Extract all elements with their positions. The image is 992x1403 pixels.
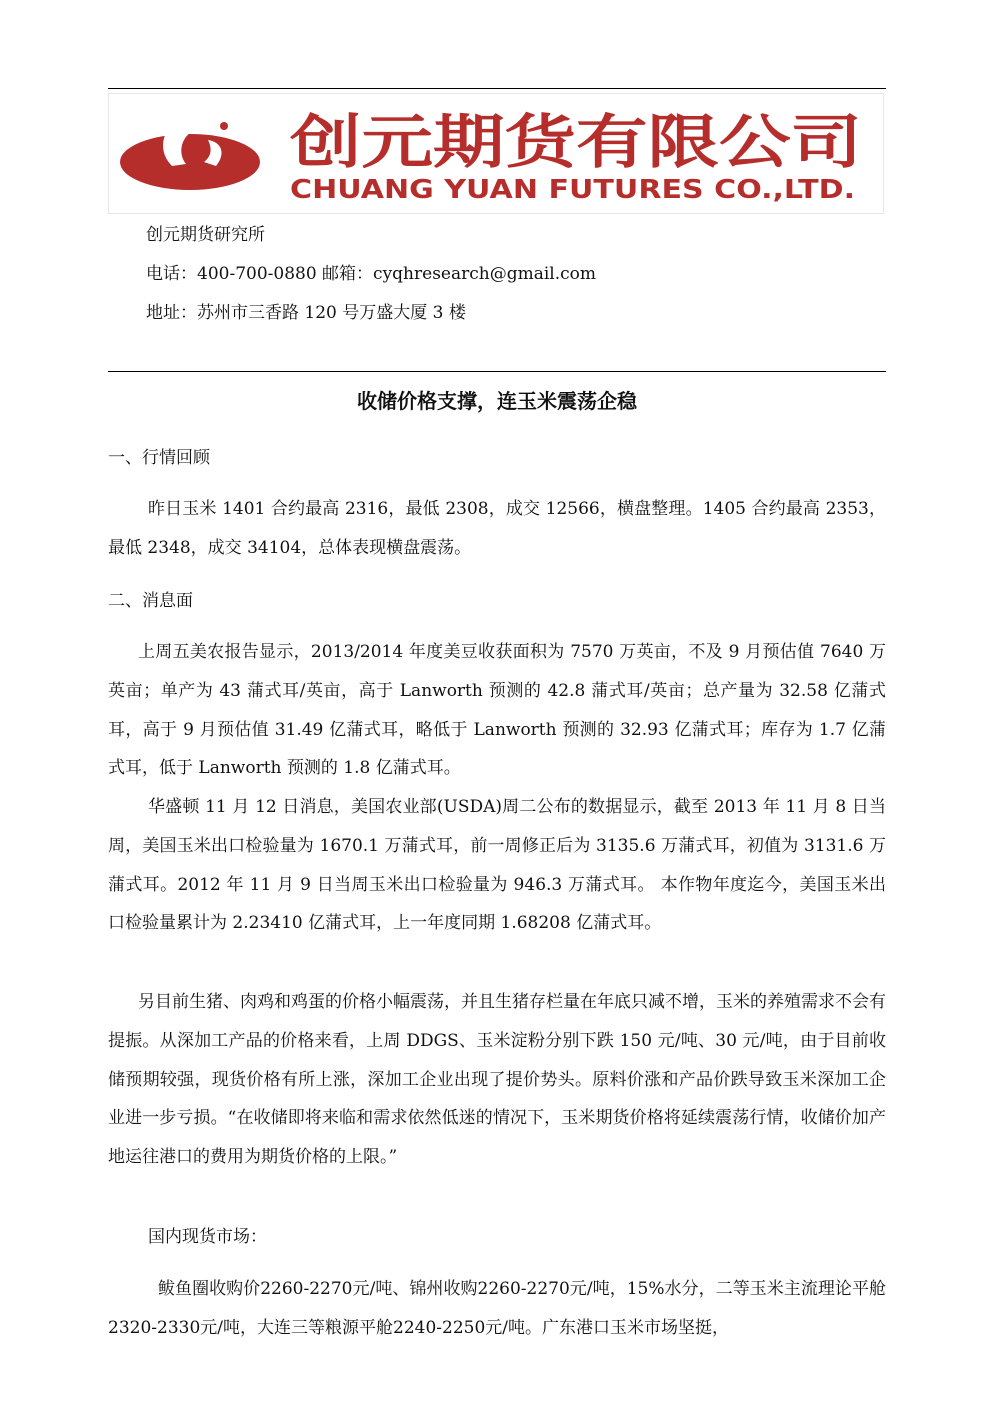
logo-en-name: CHUANG YUAN FUTURES CO.,LTD.	[290, 175, 855, 205]
domestic-spot-heading: 国内现货市场：	[148, 1227, 267, 1247]
top-rule	[108, 88, 886, 89]
paragraph-spot-market: 鲅鱼圈收购价2260-2270元/吨、锦州收购2260-2270元/吨，15%水分，二等玉米主流理论平舱2320-2330元/吨，大连三等粮源平舱2240-2250元/吨。广东港口玉米市场坚挺，	[108, 1279, 886, 1338]
paragraph-market-review: 昨日玉米 1401 合约最高 2316，最低 2308，成交 12566，横盘整理。1405 合约最高 2353，最低 2348，成交 34104，总体表现横盘震荡。	[108, 499, 886, 558]
logo-emblem-icon	[120, 112, 260, 190]
logo-cn-name: 创元期货有限公司	[290, 108, 862, 176]
section-heading-market-review: 一、行情回顾	[108, 448, 210, 468]
contact-line: 电话：400-700-0880 邮箱：cyqhresearch@gmail.com	[146, 264, 597, 284]
institute-name: 创元期货研究所	[146, 225, 265, 245]
header-divider	[108, 371, 886, 372]
paragraph-usda-report: 上周五美农报告显示，2013/2014 年度美豆收获面积为 7570 万英亩，不及 9 月预估值 7640 万英亩；单产为 43 蒲式耳/英亩，高于 Lanworth 预测的 42.8 蒲式耳/英亩；总产量为 32.58 亿蒲式耳，高于 9 月预估值 31.49 亿蒲式耳，略低于 Lanworth 预测的 32.93 亿蒲式耳；库存为 1.7 亿蒲式耳，低于 Lanworth 预测的 1.8 亿蒲式耳。	[108, 642, 886, 779]
company-logo	[112, 96, 882, 211]
address-line: 地址：苏州市三香路 120 号万盛大厦 3 楼	[146, 303, 466, 323]
paragraph-washington-news: 华盛顿 11 月 12 日消息，美国农业部(USDA)周二公布的数据显示，截至 2013 年 11 月 8 日当周，美国玉米出口检验量为 1670.1 万蒲式耳，前一周修正后为 3135.6 万蒲式耳，初值为 3131.6 万蒲式耳。2012 年 11 月 9 日当周玉米出口检验量为 946.3 万蒲式耳。 本作物年度迄今，美国玉米出口检验量累计为 2.23410 亿蒲式耳，上一年度同期 1.68208 亿蒲式耳。	[108, 797, 886, 934]
paragraph-livestock-demand: 另目前生猪、肉鸡和鸡蛋的价格小幅震荡，并且生猪存栏量在年底只减不增，玉米的养殖需求不会有提振。从深加工产品的价格来看，上周 DDGS、玉米淀粉分别下跌 150 元/吨、30 元/吨，由于目前收储预期较强，现货价格有所上涨，深加工企业出现了提价势头。原料价涨和产品价跌导致玉米深加工企业进一步亏损。“在收储即将来临和需求依然低迷的情况下，玉米期货价格将延续震荡行情，收储价加产地运往港口的费用为期货价格的上限。”	[108, 992, 886, 1168]
section-heading-news: 二、消息面	[108, 591, 193, 611]
report-title: 收储价格支撑，连玉米震荡企稳	[357, 389, 637, 413]
